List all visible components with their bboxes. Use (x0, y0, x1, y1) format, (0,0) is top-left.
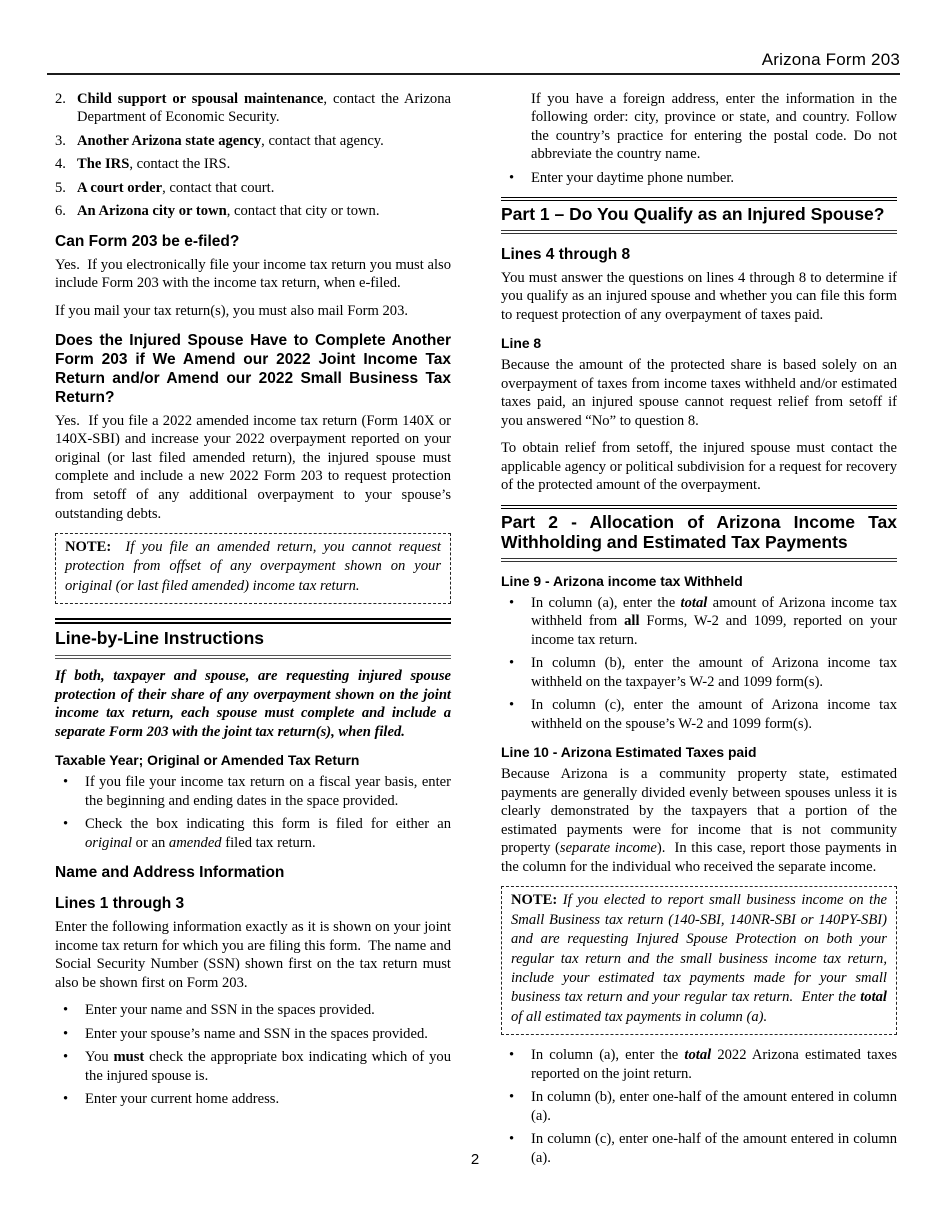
part-header: Part 1 – Do You Qualify as an Injured Spouse? (501, 197, 897, 234)
bullet-list-item (501, 1046, 897, 1083)
numbered-list-item (55, 90, 451, 127)
text-run: amount of Arizona income tax withheld from (531, 594, 897, 630)
text-run: In column (b), enter the amount of Arizona income tax withheld on the taxpayer’s W-2 and 1099 form(s). (531, 655, 897, 690)
note-box (501, 886, 897, 1035)
text-run: must (113, 1049, 145, 1066)
text-run: ). In this case, report those payments in the column for the individual who received the separate income. (501, 840, 897, 875)
bullet-marker: • (63, 1049, 69, 1066)
text-run: An Arizona city or town (77, 203, 227, 220)
bullet-list-item (501, 169, 897, 188)
text-run: or an (132, 834, 169, 851)
text-run: You (85, 1049, 114, 1066)
list-number: 3. (55, 132, 66, 149)
paragraph (55, 302, 451, 321)
text-run: total (684, 1047, 712, 1064)
bullet-marker: • (509, 1047, 515, 1064)
numbered-list-item (55, 179, 451, 198)
note-box (55, 533, 451, 604)
text-run: The IRS (77, 156, 130, 173)
emphasis-paragraph (55, 667, 451, 741)
text-run: Yes. If you file a 2022 amended income tax return (Form 140X or 140X-SBI) and increase your 2022 overpayment reported on your original (or last filed amended return), the injured spouse must complete and include a new 2022 Form 203 to request protection from setoff of any additional overpayment to your spouse’s outstanding debts. (55, 412, 451, 522)
text-run: In column (c), enter the amount of Arizona income tax withheld on the spouse’s W-2 and 1099 form(s). (531, 697, 897, 732)
bullet-marker: • (63, 1091, 69, 1108)
text-run: Check the box indicating this form is filed for either an (85, 816, 451, 833)
form-title: Arizona Form 203 (761, 50, 900, 69)
section-heading: Can Form 203 be e-filed? (55, 232, 240, 250)
bullet-marker: • (509, 655, 515, 672)
left-column (55, 90, 451, 1114)
text-run: If you mail your tax return(s), you must also mail Form 203. (55, 302, 409, 319)
line-heading: Line 9 - Arizona income tax Withheld (501, 573, 743, 590)
text-run: Enter your name and SSN in the spaces provided. (85, 1002, 375, 1019)
text-run: Enter the following information exactly as it is shown on your joint income tax return for which you are filing this form. The name and Social Security Number (SSN) shown first on the tax return must also be shown first on Form 203. (55, 919, 451, 991)
text-run: check the appropriate box indicating which of you the injured spouse is. (85, 1049, 451, 1084)
text-run: NOTE: (65, 539, 112, 556)
major-section-header: Line-by-Line Instructions (55, 618, 451, 659)
text-run: NOTE: (511, 892, 558, 909)
page-number: 2 (470, 1151, 480, 1168)
bullet-list-item (501, 696, 897, 733)
text-run: To obtain relief from setoff, the injured spouse must contact the applicable agency or political subdivision for a request for recovery of the protected amount of the overpayment. (501, 440, 897, 494)
continuation-paragraph (501, 90, 897, 164)
bullet-marker: • (509, 1131, 515, 1148)
section-heading: Does the Injured Spouse Have to Complete Another Form 203 if We Amend our 2022 Joint Income Tax Return and/or Amend our 2022 Small Business Tax Return? (55, 332, 451, 406)
paragraph (501, 356, 897, 430)
bullet-list-item (501, 1088, 897, 1125)
text-run: Yes. If you electronically file your income tax return you must also include Form 203 with the income tax return, when e-filed. (55, 256, 451, 292)
text-run: filed tax return. (221, 834, 316, 851)
bullet-list-item (55, 815, 451, 852)
bullet-marker: • (63, 1025, 69, 1042)
paragraph (55, 412, 451, 523)
line-heading: Line 8 (501, 335, 542, 352)
text-run: Forms, W-2 and 1099, reported on your income tax return. (531, 613, 897, 648)
text-run: In column (a), enter the (531, 594, 681, 611)
bullet-list-item (55, 1048, 451, 1085)
text-run: Because Arizona is a community property state, estimated payments are generally divided evenly between spouses unless it is clearly demonstrated by the taxpayers that a portion of the estimated payments were for income that is not community property ( (501, 766, 897, 857)
text-run: If you have a foreign address, enter the information in the following order: city, province or state, and country. Follow the country’s practice for entering the postal code. Do not abbreviate the country name. (531, 90, 897, 163)
paragraph (55, 256, 451, 293)
text-run: In column (b), enter one-half of the amount entered in column (a). (531, 1089, 897, 1124)
list-number: 6. (55, 203, 66, 220)
text-run: of all estimated tax payments in column (a). (511, 1008, 768, 1025)
list-number: 5. (55, 179, 66, 196)
text-run: separate income (559, 840, 657, 857)
bullet-marker: • (63, 816, 69, 833)
text-run: all (624, 613, 640, 630)
bullet-marker: • (509, 697, 515, 714)
paragraph (501, 439, 897, 495)
text-run: original (85, 834, 133, 851)
text-run: Enter your current home address. (85, 1091, 280, 1108)
text-run: Because the amount of the protected share is based solely on an overpayment of taxes from income taxes withheld and/or estimated taxes paid, an injured spouse cannot request relief from setoff if you answered “No” to question 8. (501, 357, 897, 429)
text-run: You must answer the questions on lines 4 through 8 to determine if you qualify as an injured spouse and whether you can file this form to request protection of any overpayment of taxes paid. (501, 269, 897, 323)
bullet-list-item (55, 1025, 451, 1044)
text-run: Enter your daytime phone number. (531, 169, 735, 186)
text-run: total (860, 989, 887, 1006)
section-heading: Lines 4 through 8 (501, 245, 631, 263)
paragraph (55, 918, 451, 992)
bullet-list-item (55, 1001, 451, 1020)
part-header: Part 2 - Allocation of Arizona Income Tax Withholding and Estimated Tax Payments (501, 505, 897, 562)
bullet-list-item (501, 594, 897, 650)
two-column-body (0, 75, 950, 1173)
bullet-marker: • (509, 594, 515, 611)
text-run: A court order (77, 179, 163, 196)
numbered-list-item (55, 155, 451, 174)
text-run: If you file your income tax return on a fiscal year basis, enter the beginning and ending dates in the space provided. (85, 774, 451, 809)
page-header (0, 0, 950, 75)
paragraph (501, 269, 897, 325)
bullet-marker: • (63, 774, 69, 791)
text-run: , contact that agency. (261, 132, 384, 149)
bullet-list-item (501, 654, 897, 691)
text-run: , contact the Arizona Department of Economic Security. (77, 90, 451, 126)
text-run: If you file an amended return, you cannot request protection from offset of any overpayment shown on your original (or last filed amended) income tax return. (65, 539, 441, 594)
list-number: 4. (55, 156, 66, 173)
text-run: total (680, 594, 708, 611)
bullet-marker: • (63, 1002, 69, 1019)
bullet-marker: • (509, 169, 515, 186)
numbered-list-item (55, 132, 451, 151)
line-heading: Taxable Year; Original or Amended Tax Return (55, 752, 360, 769)
text-run: In column (c), enter one-half of the amount entered in column (a). (531, 1131, 897, 1166)
text-run: Enter your spouse’s name and SSN in the spaces provided. (85, 1025, 428, 1042)
text-run: In column (a), enter the (531, 1047, 685, 1064)
text-run: 2022 Arizona estimated taxes reported on the joint return. (531, 1047, 897, 1082)
text-run: , contact that court. (162, 179, 275, 196)
bullet-marker: • (509, 1089, 515, 1106)
text-run: , contact the IRS. (129, 156, 231, 173)
text-run: Child support or spousal maintenance (77, 90, 324, 107)
right-column (501, 90, 897, 1173)
text-run: Another Arizona state agency (77, 132, 262, 149)
bullet-list-item (55, 773, 451, 810)
numbered-list-item (55, 202, 451, 221)
text-run: amended (168, 834, 222, 851)
section-heading: Name and Address Information (55, 864, 285, 882)
text-run: , contact that city or town. (226, 203, 380, 220)
list-number: 2. (55, 90, 66, 107)
text-run: If you elected to report small business income on the Small Business tax return (140-SBI, 140NR-SBI or 140PY-SBI) and are requesting Injured Spouse Protection on both your regular tax return and the small business income tax return, include your estimated tax payments made for your small business tax return and your regular tax return. Enter the (511, 892, 887, 1006)
bullet-list-item (55, 1090, 451, 1109)
text-run: If both, taxpayer and spouse, are requesting injured spouse protection of their share of any overpayment shown on the joint income tax return, each spouse must complete and include a separate Form 203 with the joint tax return(s), when filed. (55, 668, 451, 740)
paragraph (501, 765, 897, 876)
line-heading: Line 10 - Arizona Estimated Taxes paid (501, 744, 757, 761)
section-heading: Lines 1 through 3 (55, 895, 185, 913)
